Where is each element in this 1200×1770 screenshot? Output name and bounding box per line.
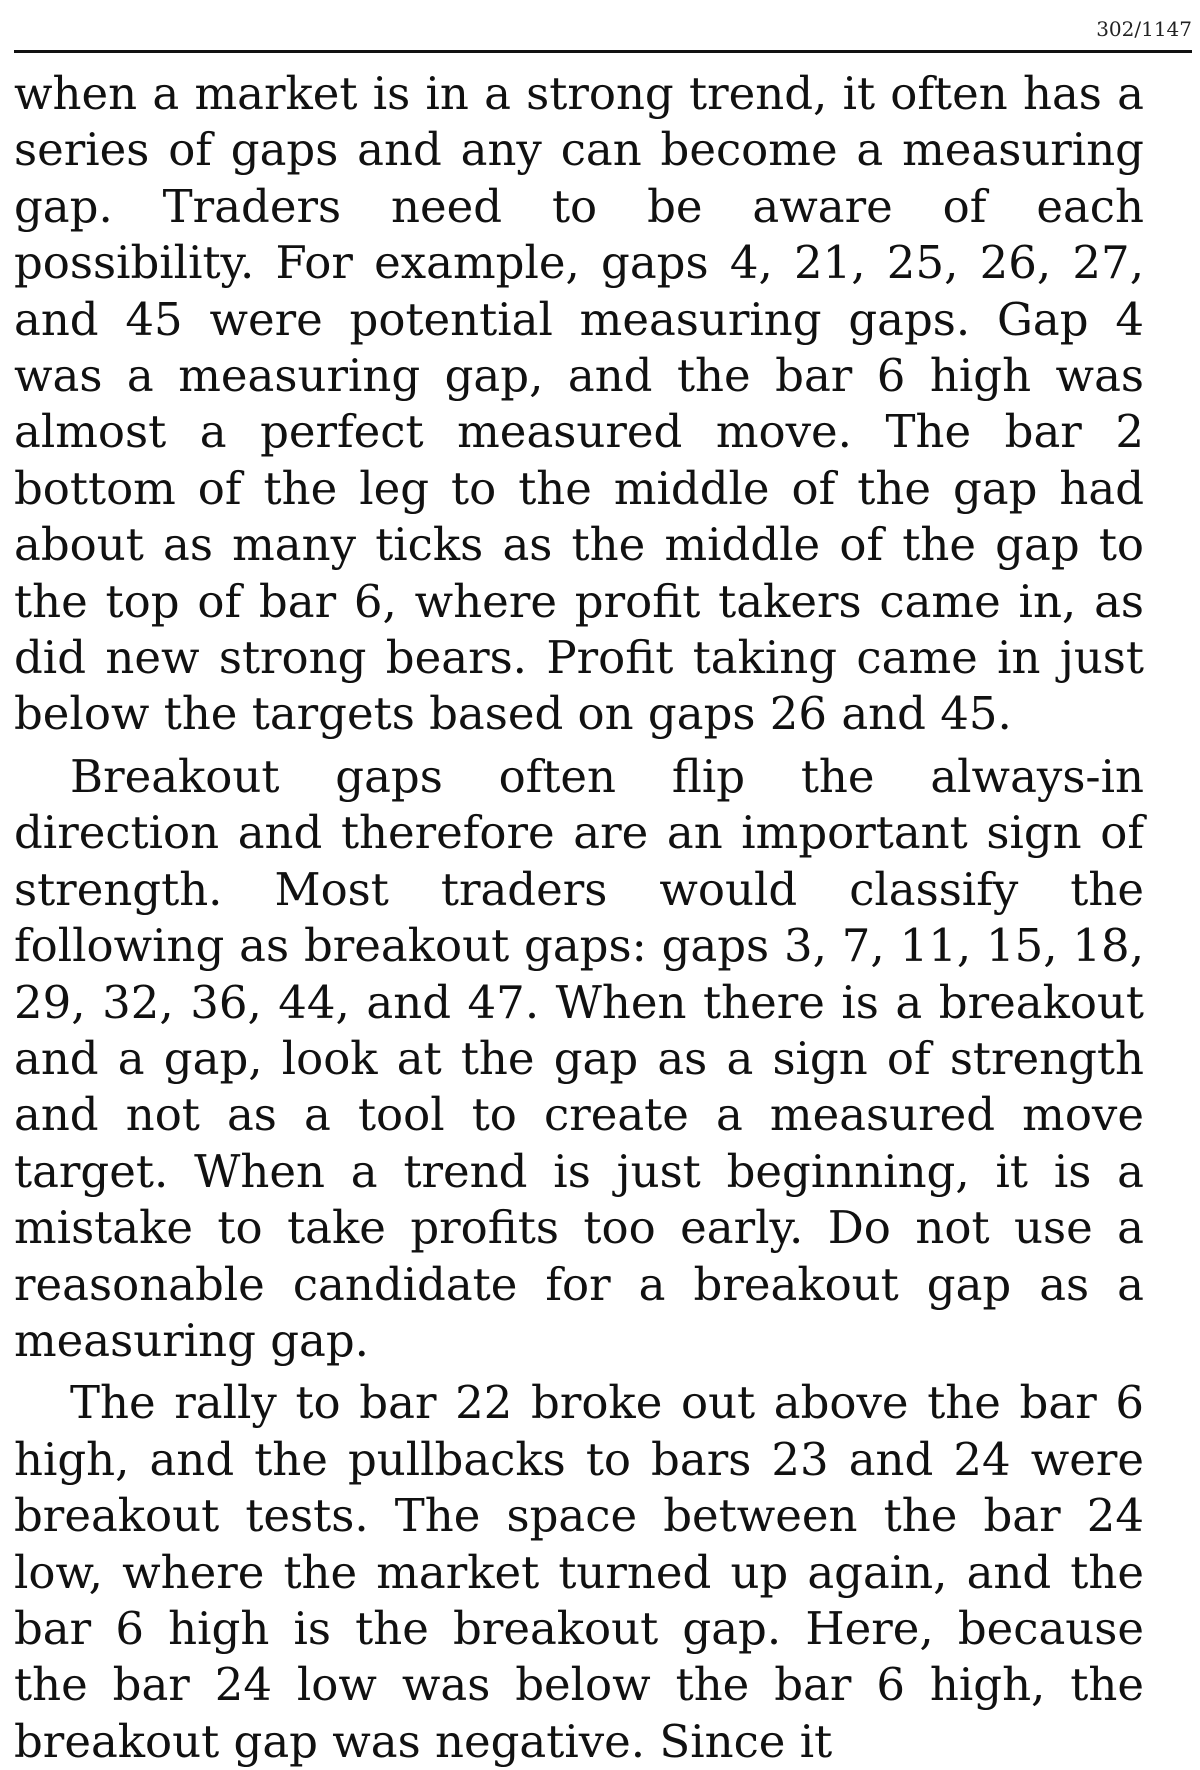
page-body <box>14 66 1144 1770</box>
paragraph-measuring-gaps: when a market is in a strong trend, it often has a series of gaps and any can become a measuring gap. Traders need to be aware of each possibility. For example, gaps 4, 21, 25, 26, 27, and 45 were potential measuring gaps. Gap 4 was a measuring gap, and the bar 6 high was almost a perfect measured move. The bar 2 bottom of the leg to the middle of the gap had about as many ticks as the middle of the gap to the top of bar 6, where profit takers came in, as did new strong bears. Profit taking came in just below the targets based on gaps 26 and 45. <box>14 67 1144 741</box>
paragraph-breakout-gaps: Breakout gaps often flip the always-in direction and therefore are an important sign of strength. Most traders would classify the following as breakout gaps: gaps 3, 7, 11, 15, 18, 29, 32, 36, 44, and 47. When there is a breakout and a gap, look at the gap as a sign of strength and not as a tool to create a measured move target. When a trend is just beginning, it is a mistake to take profits too early. Do not use a reasonable candidate for a breakout gap as a measuring gap. <box>14 749 1144 1367</box>
paragraph-rally-bar-22: The rally to bar 22 broke out above the bar 6 high, and the pullbacks to bars 23 and 24 were breakout tests. The space between the bar 24 low, where the market turned up again, and the bar 6 high is the breakout gap. Here, because the bar 24 low was below the bar 6 high, the breakout gap was negative. Since it <box>14 1376 1144 1768</box>
page-header <box>14 14 1192 53</box>
page-number: 302/1147 <box>1096 17 1192 41</box>
